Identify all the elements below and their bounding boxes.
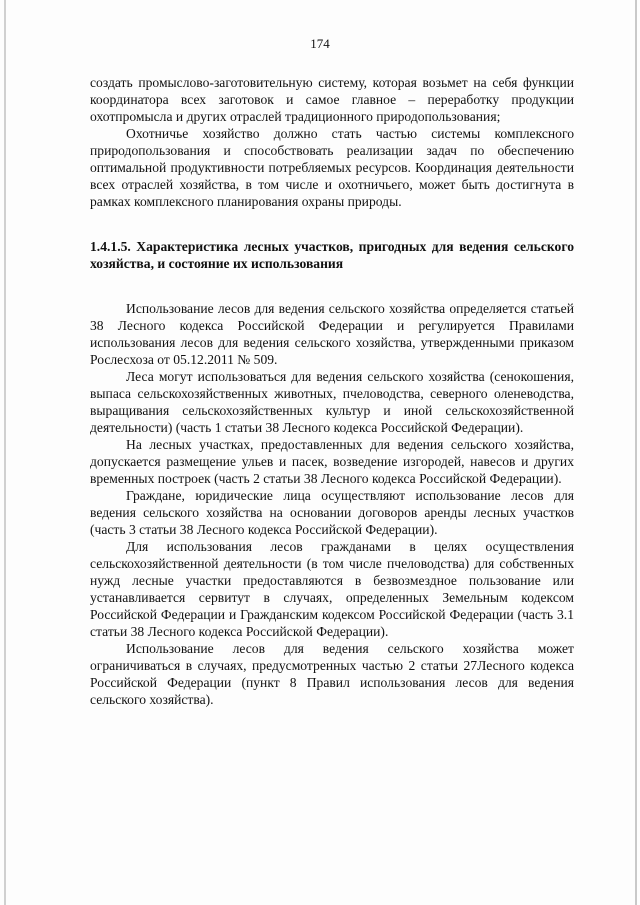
scan-edge-right [635,0,637,905]
paragraph-forest-use-1: Использование лесов для ведения сельского хозяйства определяется статьей 38 Лесного кодекса Российской Федерации и регулируется Правилами использования лесов для ведения сельского хозяйства, утвержденными приказом Рослесхоза от 05.12.2011 № 509. [90,301,574,367]
document-body [90,74,574,708]
paragraph-list-continuation: создать промыслово-заготовительную систему, которая возьмет на себя функции координатора всех заготовок и самое главное – переработку продукции охотпромысла и других отраслей традиционного природопользования; [90,75,574,124]
paragraph-hunting-economy: Охотничье хозяйство должно стать частью системы комплексного природопользования и способствовать реализации задач по обеспечению оптимальной продуктивности потребляемых ресурсов. Координация деятельности всех отраслей хозяйства, в том числе и охотничьего, может быть достигнута в рамках комплексного планирования охраны природы. [90,126,574,209]
paragraph-forest-use-4: Граждане, юридические лица осуществляют использование лесов для ведения сельского хозяйства на основании договоров аренды лесных участков (часть 3 статьи 38 Лесного кодекса Российской Федерации). [90,488,574,537]
paragraph-forest-use-6: Использование лесов для ведения сельского хозяйства может ограничиваться в случаях, предусмотренных частью 2 статьи 27Лесного кодекса Российской Федерации (пункт 8 Правил использования лесов для ведения сельского хозяйства). [90,641,574,707]
paragraph-forest-use-2: Леса могут использоваться для ведения сельского хозяйства (сенокошения, выпаса сельскохозяйственных животных, пчеловодства, северного оленеводства, выращивания сельскохозяйственных культур и иной сельскохозяйственной деятельности) (часть 1 статьи 38 Лесного кодекса Российской Федерации). [90,369,574,435]
paragraph-forest-use-3: На лесных участках, предоставленных для ведения сельского хозяйства, допускается размещение ульев и пасек, возведение изгородей, навесов и других временных построек (часть 2 статьи 38 Лесного кодекса Российской Федерации). [90,437,574,486]
page-number: 174 [310,36,330,51]
section-heading: 1.4.1.5. Характеристика лесных участков, пригодных для ведения сельского хозяйства, и состояние их использования [90,239,574,271]
scan-edge-left [4,0,6,905]
paragraph-forest-use-5: Для использования лесов гражданами в целях осуществления сельскохозяйственной деятельности (в том числе пчеловодства) для собственных нужд лесные участки предоставляются в безвозмездное пользование или устанавливается сервитут в случаях, определенных Земельным кодексом Российской Федерации и Гражданским кодексом Российской Федерации (часть 3.1 статьи 38 Лесного кодекса Российской Федерации). [90,539,574,639]
